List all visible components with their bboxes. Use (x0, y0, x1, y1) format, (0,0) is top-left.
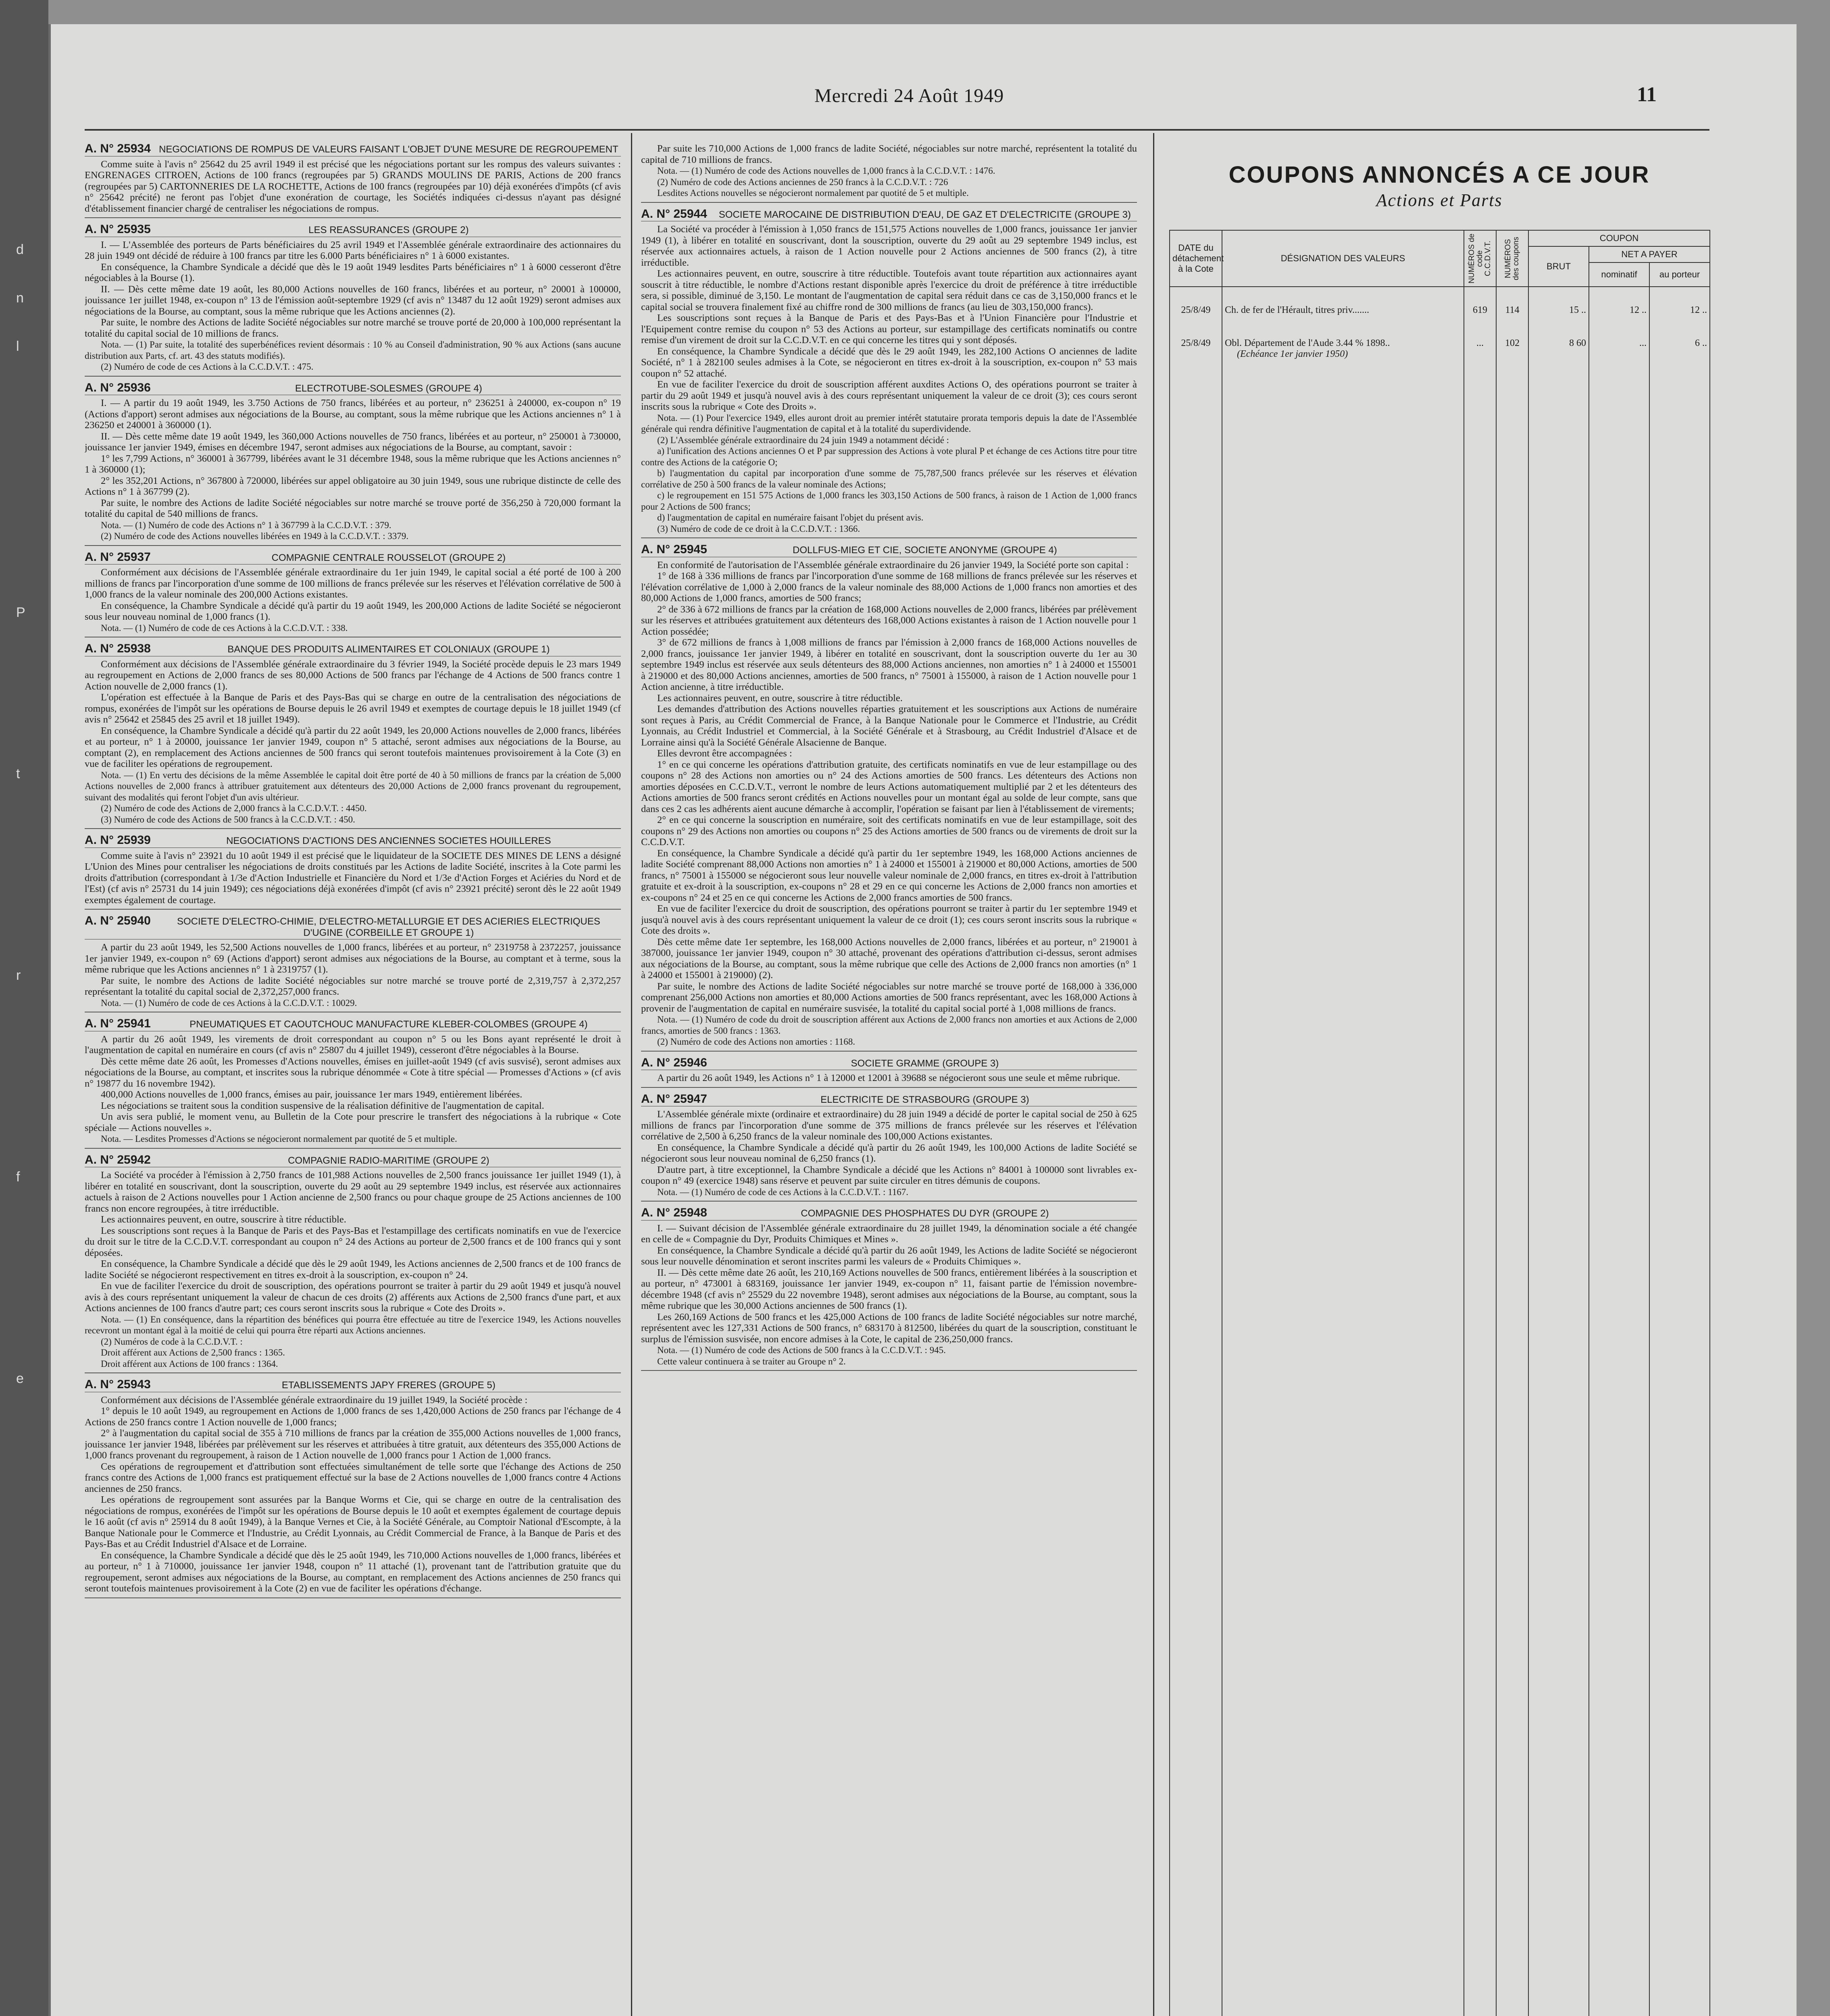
notice-paragraph: En conséquence, la Chambre Syndicale a décidé que dès le 29 août 1949, les 282,100 Actions O anciennes de ladite Société, n° 1 à 282100 seules admises à la Cote, se négocieront en titres ex-droit à la souscription, ex-coupon n° 53 mais coupon n° 52 attaché. (641, 346, 1137, 379)
spine-mark: t (16, 766, 20, 781)
notice-note: Nota. — (1) En conséquence, dans la répartition des bénéfices qui pourra être effectuée au titre de l'exercice 1949, les Actions nouvelles recevront un montant égal à la moitié de celui qui pourra être réparti aux Actions anciennes. (85, 1314, 621, 1335)
notice-title: COMPAGNIE CENTRALE ROUSSELOT (GROUPE 2) (271, 552, 506, 563)
notice-header (85, 1018, 621, 1031)
row-code: 619 (1473, 305, 1487, 315)
header-designation: DÉSIGNATION DES VALEURS (1222, 230, 1464, 287)
notice (85, 1379, 621, 1598)
notice-note: Nota. — (1) Numéro de code des Actions de 500 francs à la C.C.D.V.T. : 945. (657, 1345, 946, 1355)
notice-body (641, 1109, 1137, 1198)
notice-number: A. N° 25945 (641, 543, 707, 556)
spine-mark: d (16, 242, 24, 257)
notice-paragraph: En vue de faciliter l'exercice du droit de souscription, des opérations pourront se traiter à partir du 29 août 1949 et jusqu'à nouvel avis à des cours représentant uniquement la valeur de chacun de ces droits (2) afférents aux Actions de 2,500 francs d'une part, et aux Actions anciennes de 100 francs d'autre part; ces cours seront inscrits sous la rubrique « Cote des Droits ». (85, 1281, 621, 1314)
notice-paragraph: Les souscriptions sont reçues à la Banque de Paris et des Pays-Bas et l'estampillage des certificats nominatifs en vue de l'exercice du droit sur le titre de la C.C.D.V.T. correspondant au coupon n° 24 des Actions au porteur de 2,500 francs et de 100 francs qui y sont déposées. (85, 1225, 621, 1258)
notice-paragraph: Par suite, le nombre des Actions de ladite Société négociables sur notre marché se trouve porté de 20,000 à 100,000 représentant la totalité du capital social de 10 millions de francs. (85, 317, 621, 339)
notice-separator (85, 1372, 621, 1373)
notice-title: ELECTROTUBE-SOLESMES (GROUPE 4) (295, 383, 482, 394)
col-nominatif (1589, 287, 1649, 2016)
notice-separator (85, 1148, 621, 1149)
notice-paragraph: L'Assemblée générale mixte (ordinaire et extraordinaire) du 28 juin 1949 a décidé de porter le capital social de 250 à 625 millions de francs par l'incorporation d'une somme de 375 millions de francs prélevée sur les réserves et l'élévation corrélative de 2,500 à 6,250 francs de la valeur nominale des 100,000 Actions existantes. (641, 1109, 1137, 1142)
col-dates (1170, 287, 1222, 2016)
notice-note: (2) Numéros de code à la C.C.D.V.T. : (101, 1336, 243, 1347)
notice-note: a) l'unification des Actions anciennes O et P par suppression des Actions à vote plural P et échange de ces Actions titre pour titre contre des Actions de la catégorie O; (641, 446, 1137, 467)
notice-paragraph: Les souscriptions sont reçues à la Banque de Paris et des Pays-Bas et à l'Union Financière pour l'Industrie et l'Equipement contre remise du coupon n° 53 des Actions au porteur, sur estampillage des certificats nominatifs ou contre remise d'un virement de droit sur la C.C.D.V.T. en ce qui concerne les titres qui y sont déposés. (641, 312, 1137, 346)
row-porteur: 6 .. (1695, 338, 1707, 348)
notice-paragraph: En vue de faciliter l'exercice du droit de souscription, des opérations pourront se traiter à partir du 1er septembre 1949 et jusqu'à nouvel avis à des cours représentant uniquement la valeur de ce droit (1); ces cours seront inscrits sous la rubrique « Cote des droits ». (641, 903, 1137, 936)
notice-paragraph: Ces opérations de regroupement et d'attribution sont effectuées simultanément de telle sorte que l'échange des Actions de 250 francs contre des Actions de 1,000 francs est pratiquement effectué sur la base de 2 Actions nouvelles de 1,000 francs contre 4 Actions anciennes de 250 francs. (85, 1461, 621, 1494)
notice-number: A. N° 25947 (641, 1092, 707, 1106)
notice (85, 224, 621, 377)
notice-body (641, 1073, 1137, 1084)
row-nominatif: 12 .. (1630, 305, 1647, 315)
notice-paragraph: Conformément aux décisions de l'Assemblée générale extraordinaire du 3 février 1949, la Société procède depuis le 23 mars 1949 au regroupement en Actions de 2,000 francs de ses 80,000 Actions de 500 francs par l'échange de 4 Actions de 500 francs contre 1 Action nouvelle de 2,000 francs (1). (85, 658, 621, 692)
notice-number: A. N° 25943 (85, 1378, 151, 1391)
coupons-subtitle: Actions et Parts (1376, 190, 1503, 210)
row-num: 102 (1505, 338, 1520, 348)
column-rule (1153, 133, 1154, 2016)
notice-separator (641, 1087, 1137, 1088)
notice-paragraph: Par suite, le nombre des Actions de ladite Société négociables sur notre marché se trouve porté de 2,319,757 à 2,372,257 représentant la totalité du capital social de 2,372,257,000 francs. (85, 975, 621, 997)
notice-number: A. N° 25946 (641, 1056, 707, 1069)
notice (85, 915, 621, 1012)
notice-separator (85, 545, 621, 546)
notice-paragraph: A partir du 23 août 1949, les 52,500 Actions nouvelles de 1,000 francs, libérées et au porteur, n° 2319758 à 2372257, jouissance 1er janvier 1949, ex-coupon n° 69 (Actions d'apport) seront admises aux négociations de la Bourse, au comptant et à terme, sous la même rubrique que les Actions anciennes n° 1 à 2319757 (1). (85, 942, 621, 975)
page-date: Mercredi 24 Août 1949 (814, 85, 1004, 106)
notice-paragraph: Dès cette même date 1er septembre, les 168,000 Actions nouvelles de 2,000 francs, libérées et au porteur, n° 219001 à 387000, jouissance 1er janvier 1949, coupon n° 30 attaché, provenant des opérations d'attribution ci-dessus, seront admises aux négociations de la Bourse, au comptant, sous la même rubrique que celle des Actions de 2,000 francs non amorties (n° 1 à 24000 et 155001 à 219000) (2). (641, 936, 1137, 981)
notice-body (85, 1395, 621, 1594)
notice-header (85, 382, 621, 396)
notice-separator (85, 1597, 621, 1598)
notice-paragraph: D'autre part, à titre exceptionnel, la Chambre Syndicale a décidé que les Actions n° 84001 à 100000 sont livrables ex-coupon n° 49 (exercice 1948) sans réserve et peuvent par suite circuler en titres démunis de coupons. (641, 1164, 1137, 1186)
col-codes (1464, 287, 1496, 2016)
col-designations (1222, 287, 1464, 2016)
notice-paragraph: La Société va procéder à l'émission à 1,050 francs de 151,575 Actions nouvelles de 1,000 francs, jouissance 1er janvier 1949 (1), à libérer en totalité en souscrivant, dont la souscription, ouverte du 29 août au 29 septembre 1949 inclus, est réservée aux actionnaires actuels, à raison de 1 Action nouvelle pour 2 Actions anciennes de 500 francs (2), à titre irréductible. (641, 224, 1137, 268)
notice-body (85, 398, 621, 542)
notice-paragraph: La Société va procéder à l'émission à 2,750 francs de 101,988 Actions nouvelles de 2,500 francs jouissance 1er juillet 1949 (1), à libérer en totalité en souscrivant, dont la souscription, ouverte du 29 août au 29 septembre 1949 inclus, est réservée aux actionnaires actuels à raison de 2 Actions nouvelles pour 1 Action ancienne de 2,500 francs ou pour chaque groupe de 25 Actions anciennes de 100 francs non encore regroupées, à titre irréductible. (85, 1170, 621, 1214)
notice-note: (2) L'Assemblée générale extraordinaire du 24 juin 1949 a notamment décidé : (657, 435, 949, 445)
header-nominatif: nominatif (1589, 262, 1649, 287)
notice-paragraph: II. — Dès cette même date 26 août, les 210,169 Actions nouvelles de 500 francs, entièrement libérées à la souscription et au porteur, n° 473001 à 683169, jouissance 1er janvier 1949, ex-coupon n° 11, faisant partie de l'émission novembre-décembre 1948 (cf avis n° 25529 du 22 novembre 1948), seront admises aux négociations de la Bourse, au comptant, sous la même rubrique que les 30,000 Actions anciennes de 500 francs (1). (641, 1267, 1137, 1311)
notice-body (641, 1223, 1137, 1367)
notice (641, 1093, 1137, 1202)
notice-paragraph: Les actionnaires peuvent, en outre, souscrire à titre réductible. Toutefois avant toute répartition aux actionnaires ayant souscrit à titre réductible, le nombre d'Actions restant disponible après l'exercice du droit de préférence à titre irréductible sera, si possible, diminué de 3,150. Le montant de l'augmentation de capital sera réduit dans ce cas de 3,150,000 francs et le capital social se trouvera finalement fixé au chiffre rond de 300 millions de francs (au lieu de 303,150,000 francs). (641, 268, 1137, 312)
row-nominatif: ... (1639, 338, 1647, 348)
notice-header (85, 552, 621, 565)
notice-paragraph: En conséquence, la Chambre Syndicale a décidé que dès le 29 août 1949, les Actions anciennes de 2,500 francs et de 100 francs de ladite Société se négocieront respectivement en titres ex-droit à la souscription, ex-coupon n° 24. (85, 1258, 621, 1281)
row-brut: 15 .. (1569, 305, 1586, 315)
header-coupon: COUPON (1528, 230, 1710, 246)
notice-number: A. N° 25934 (85, 143, 151, 155)
notice-paragraph: Les demandes d'attribution des Actions nouvelles réparties gratuitement et les souscriptions aux Actions de numéraire sont reçues à Paris, au Crédit Commercial de France, à la Banque Nationale pour le Commerce et l'Industrie, au Crédit Lyonnais, au Crédit Industriel et Commercial, à la Société Générale et à Strasbourg, au Crédit Industriel d'Alsace et de Lorraine ainsi qu'à la Société Générale Alsacienne de Banque. (641, 704, 1137, 748)
notice-paragraph: En conséquence, la Chambre Syndicale a décidé qu'à partir du 1er septembre 1949, les 168,000 Actions anciennes de ladite Société comprenant 88,000 Actions non amorties n° 1 à 24000 et 155001 à 219000 et 80,000 Actions, amorties de 500 francs, n° 75001 à 155000 se négocieront sous leur nouvelle valeur nominale de 2,000 francs, en titres ex-droit à l'attribution gratuite et ex-droit à la souscription, ex-coupons n° 28 et 29 en ce qui concerne les Actions de 2,000 francs non amorties et ex-coupons n° 24 et 25 en ce qui concerne les Actions de 2,000 francs amorties de 500 francs. (641, 848, 1137, 903)
notice-paragraph: Les 260,169 Actions de 500 francs et les 425,000 Actions de 100 francs de ladite Société négociables sur notre marché, représentent avec les 127,331 Actions de 500 francs, n° 683170 à 812500, libérées du quart de la souscription, constituant le surplus de l'émission susvisée, non encore admises à la Cote, le capital de 236,250,000 francs. (641, 1311, 1137, 1345)
notice-paragraph: I. — A partir du 19 août 1949, les 3.750 Actions de 750 francs, libérées et au porteur, n° 236251 à 240000, ex-coupon n° 19 (Actions d'apport) seront admises aux négociations de la Bourse, au comptant, sous la même rubrique que les Actions anciennes n° 1 à 236250 et 240001 à 360000 (1). (85, 398, 621, 431)
notice (641, 143, 1137, 203)
notice-paragraph: Comme suite à l'avis n° 25642 du 25 avril 1949 il est précisé que les négociations portant sur les rompus des valeurs suivantes : ENGRENAGES CITROEN, Actions de 100 francs (regroupées par 5) GRANDS MOULINS DE PARIS, Actions de 200 francs (regroupées par 5) CARTONNERIES DE LA ROCHETTE, Actions de 100 francs (regroupées par 10) déjà exonérées d'impôts (cf avis n° 25642 précité) ne feront pas l'objet d'une exonération de courtage, les Sociétés indiquées ci-dessus n'ayant pas désigné d'établissement financier chargé de centraliser les négociations de rompus. (85, 158, 621, 214)
header-code (1464, 230, 1496, 287)
notice-paragraph: Un avis sera publié, le moment venu, au Bulletin de la Cote pour prescrire le transfert des négociations à la rubrique « Cote spéciale — Actions nouvelles ». (85, 1111, 621, 1133)
row-porteur: 12 .. (1690, 305, 1707, 315)
notice-paragraph: En conformité de l'autorisation de l'Assemblée générale extraordinaire du 26 janvier 1949, la Société porte son capital : (657, 559, 1129, 571)
notice-separator (641, 1051, 1137, 1052)
notice-header (641, 208, 1137, 222)
notice-separator (85, 376, 621, 377)
notice-body (641, 224, 1137, 534)
notice-note: Nota. — (1) Numéro de code des Actions nouvelles de 1,000 francs à la C.C.D.V.T. : 1476. (657, 166, 995, 176)
row-designation-note: (Echéance 1er janvier 1950) (1237, 349, 1348, 359)
header-net: NET A PAYER (1589, 246, 1710, 262)
col-brut (1528, 287, 1589, 2016)
notice-note: (2) Numéro de code de ces Actions à la C.C.D.V.T. : 475. (101, 362, 314, 372)
coupons-section (1169, 143, 1709, 2016)
notice-paragraph: I. — L'Assemblée des porteurs de Parts bénéficiaires du 25 avril 1949 et l'Assemblée générale extraordinaire des actionnaires du 28 juin 1949 ont décidé de réduire à 100 francs par titre les 6.000 Parts bénéficiaires n° 1 à 6000 existantes. (85, 239, 621, 261)
notice-title: SOCIETE D'ELECTRO-CHIMIE, D'ELECTRO-METALLURGIE ET DES ACIERIES ELECTRIQUES D'UGINE (CORBEILLE ET GROUPE 1) (177, 916, 600, 938)
notice-paragraph: En conséquence, la Chambre Syndicale a décidé qu'à partir du 26 août 1949, les Actions de ladite Société se négocieront sous leur nouvelle dénomination et seront inscrites parmi les valeurs de « Produits Chimiques ». (641, 1245, 1137, 1267)
notice-title: NEGOCIATIONS D'ACTIONS DES ANCIENNES SOCIETES HOUILLERES (226, 835, 551, 846)
notice-title: ELECTRICITE DE STRASBOURG (GROUPE 3) (820, 1094, 1029, 1105)
notice-paragraph: 1° depuis le 10 août 1949, au regroupement en Actions de 1,000 francs de ses 1,420,000 Actions de 250 francs par l'échange de 4 Actions de 250 francs contre 1 Action nouvelle de 1,000 francs; (85, 1406, 621, 1428)
notice-header (85, 143, 621, 156)
header-brut: BRUT (1528, 246, 1589, 287)
notice-body (85, 659, 621, 825)
notice (85, 382, 621, 546)
notice-body (85, 1034, 621, 1145)
spine-mark: P (16, 605, 25, 620)
notice-paragraph: II. — Dès cette même date 19 août, les 80,000 Actions nouvelles de 160 francs, libérées et au porteur, n° 20001 à 100000, jouissance 1er juillet 1948, ex-coupon n° 13 de l'émission août-septembre 1929 (cf avis n° 13487 du 12 août 1929) seront admises aux négociations de la Bourse, au comptant, sous la même rubrique que les Actions anciennes (2). (85, 283, 621, 317)
row-num: 114 (1505, 305, 1520, 315)
notice-body (85, 240, 621, 373)
notice-separator (85, 909, 621, 910)
row-designation: Obl. Département de l'Aude 3.44 % 1898.. (1225, 338, 1390, 348)
notice-body (641, 143, 1137, 199)
coupons-table (1169, 230, 1710, 2016)
notice-header (641, 1207, 1137, 1220)
notice-note: Nota. — (1) Numéro de code de ces Actions à la C.C.D.V.T. : 1167. (657, 1187, 908, 1197)
notice (85, 1154, 621, 1374)
notice-body (85, 567, 621, 633)
notice-number: A. N° 25948 (641, 1206, 707, 1219)
notice-paragraph: 400,000 Actions nouvelles de 1,000 francs, émises au pair, jouissance 1er mars 1949, entièrement libérées. (101, 1089, 523, 1100)
notice-number: A. N° 25937 (85, 550, 151, 564)
notice-paragraph: Dès cette même date 26 août, les Promesses d'Actions nouvelles, émises en juillet-août 1949 (cf avis susvisé), seront admises aux négociations de la Bourse, au comptant, et inscrites sous la rubrique dénommée « Cote à titre spécial — Promesses d'Actions » (cf avis n° 19877 du 16 novembre 1942). (85, 1056, 621, 1089)
notice-number: A. N° 25935 (85, 223, 151, 236)
notice-title: NEGOCIATIONS DE ROMPUS DE VALEURS FAISANT L'OBJET D'UNE MESURE DE REGROUPEMENT (159, 144, 618, 155)
coupons-title: COUPONS ANNONCÉS A CE JOUR (1228, 162, 1650, 188)
notice (85, 643, 621, 829)
notice-paragraph: Conformément aux décisions de l'Assemblée générale extraordinaire du 19 juillet 1949, la Société procède : (101, 1394, 528, 1406)
notice (85, 835, 621, 910)
notice-note: (2) Numéro de code des Actions nouvelles libérées en 1949 à la C.C.D.V.T. : 3379. (101, 531, 409, 541)
page-number: 11 (1637, 83, 1657, 106)
notice-title: COMPAGNIE RADIO-MARITIME (GROUPE 2) (288, 1155, 489, 1166)
notice (85, 552, 621, 638)
notice-note: Nota. — (1) En vertu des décisions de la même Assemblée le capital doit être porté de 40 à 50 millions de francs par la création de 5,000 Actions nouvelles de 2,000 francs à attribuer gratuitement aux détenteurs des 20,000 Actions de 2,000 francs provenant du regroupement, suivant des modalités qui feront l'objet d'un avis ultérieur. (85, 770, 621, 802)
header-num-coupons (1496, 230, 1528, 287)
notice-header (85, 224, 621, 237)
spine-mark: n (16, 290, 24, 306)
notice-paragraph: L'opération est effectuée à la Banque de Paris et des Pays-Bas qui se charge en outre de la centralisation des négociations de rompus, exonérées de l'impôt sur les opérations de Bourse depuis le 26 avril 1949 et exemptes de courtage depuis le 18 juillet 1949 (cf avis n° 25642 et 25845 des 25 avril et 18 juillet 1949). (85, 692, 621, 725)
notice-separator (641, 1201, 1137, 1202)
notice-header (85, 643, 621, 656)
notice-paragraph: En conséquence, la Chambre Syndicale a décidé que dès le 19 août 1949 lesdites Parts bénéficiaires n° 1 à 6000 cesseront d'être négociables à la Bourse (1). (85, 261, 621, 283)
header-num-coupons-text: NUMÉROS des coupons (1504, 237, 1520, 280)
notice-paragraph: 2° les 352,201 Actions, n° 367800 à 720000, libérées sur appel obligatoire au 30 juin 1949, sous une rubrique distincte de celle des Actions n° 1 à 367799 (2). (85, 475, 621, 497)
notice-separator (85, 828, 621, 829)
notices-column-middle (641, 143, 1137, 1724)
spine-mark: e (16, 1371, 24, 1386)
notice-body (85, 1170, 621, 1369)
row-designation: Ch. de fer de l'Hérault, titres priv....... (1225, 305, 1369, 315)
notice-separator (641, 537, 1137, 538)
notice-paragraph: 2° de 336 à 672 millions de francs par la création de 168,000 Actions nouvelles de 2,000 francs, libérées par prélèvement sur les réserves et attribuées gratuitement aux détenteurs des 168,000 Actions existantes à raison de 1 Action nouvelle pour 1 Action possédée; (641, 604, 1137, 637)
notice-title: BANQUE DES PRODUITS ALIMENTAIRES ET COLONIAUX (GROUPE 1) (227, 644, 550, 655)
notice-title: DOLLFUS-MIEG ET CIE, SOCIETE ANONYME (GROUPE 4) (793, 545, 1057, 556)
notice-body (641, 560, 1137, 1048)
notice (85, 1018, 621, 1149)
spine-mark: f (16, 1169, 20, 1185)
notice-note: (3) Numéro de code de ce droit à la C.C.D.V.T. : 1366. (657, 523, 860, 534)
notice-note: Nota. — (1) Par suite, la totalité des superbénéfices revient désormais : 10 % au Conseil d'administration, 90 % aux Actions (sans aucune distribution aux Parts, cf. art. 43 des statuts modifiés). (85, 339, 621, 361)
notice-paragraph: 1° les 7,799 Actions, n° 360001 à 367799, libérées avant le 31 décembre 1948, sous la même rubrique que les Actions anciennes n° 1 à 360000 (1); (85, 453, 621, 475)
notice-paragraph: 1° en ce qui concerne les opérations d'attribution gratuite, des certificats nominatifs en vue de leur estampillage ou des coupons n° 28 des Actions non amorties ou n° 24 des Actions amorties de 500 francs. Les détenteurs des Actions non amorties déposées en C.C.D.V.T., verront le nombre de leurs Actions automatiquement multiplié par 2 et les détenteurs des Actions amorties de 500 francs seront crédités en Actions nouvelles pour un montant égal au solde de leur compte, sans que dans ces 2 cas les adhérents aient aucune démarche à accomplir, l'opération se faisant par lien à l'établissement de virements; (641, 759, 1137, 814)
notice-title: SOCIETE MAROCAINE DE DISTRIBUTION D'EAU, DE GAZ ET D'ELECTRICITE (GROUPE 3) (718, 209, 1131, 220)
notice-note: c) le regroupement en 151 575 Actions de 1,000 francs les 303,150 Actions de 500 francs, à raison de 1 Action de 1,000 francs pour 2 Actions de 500 francs; (641, 490, 1137, 512)
notice-note: Nota. — (1) Numéro de code de ces Actions à la C.C.D.V.T. : 338. (101, 623, 348, 633)
notice-note: Nota. — (1) Numéro de code des Actions n° 1 à 367799 à la C.C.D.V.T. : 379. (101, 520, 391, 530)
notice-number: A. N° 25939 (85, 833, 151, 847)
notice-body (85, 850, 621, 906)
notice-paragraph: Les négociations se traitent sous la condition suspensive de la réalisation définitive de l'augmentation de capital. (101, 1100, 544, 1111)
header-porteur: au porteur (1649, 262, 1710, 287)
spine-mark: l (16, 339, 19, 354)
notice-number: A. N° 25940 (85, 914, 151, 927)
notice-note: Nota. — (1) Pour l'exercice 1949, elles auront droit au premier intérêt statutaire prorata temporis depuis la date de l'Assemblée générale qui rendra définitive l'augmentation de capital et à la totalité du superdividende. (641, 412, 1137, 434)
notice-title: PNEUMATIQUES ET CAOUTCHOUC MANUFACTURE KLEBER-COLOMBES (GROUPE 4) (189, 1019, 588, 1030)
notice-number: A. N° 25938 (85, 642, 151, 655)
notice-note: Cette valeur continuera à se traiter au Groupe n° 2. (657, 1356, 846, 1366)
notice-paragraph: En conséquence, la Chambre Syndicale a décidé que dès le 25 août 1949, les 710,000 Actions nouvelles de 1,000 francs, libérées et au porteur, n° 1 à 710000, jouissance 1er janvier 1948, coupon n° 11 attaché (1), provenant tant de l'attribution gratuite que du regroupement, seront admises aux négociations de la Bourse, au comptant, en remplacement des Actions anciennes de 250 francs qui seront toutefois maintenues provisoirement à la Cote (2) en vue de faciliter les opérations d'échange. (85, 1549, 621, 1594)
notice-number: A. N° 25941 (85, 1017, 151, 1030)
notice (641, 1207, 1137, 1371)
notice-note: (2) Numéro de code des Actions anciennes de 250 francs à la C.C.D.V.T. : 726 (657, 177, 948, 187)
notice-paragraph: Les opérations de regroupement sont assurées par la Banque Worms et Cie, qui se charge en outre de la centralisation des négociations de rompus, exonérées de l'impôt sur les opérations de Bourse depuis le 10 août et exemptes également de courtage depuis le 16 août (cf avis n° 25914 du 8 août 1949), à la Banque Vernes et Cie, à la Société Générale, au Comptoir National d'Escompte, à la Banque Nationale pour le Commerce et l'Industrie, au Crédit Lyonnais, au Crédit Commercial de France, à la Banque de Paris et des Pays-Bas et au Crédit Industriel d'Alsace et de Lorraine. (85, 1494, 621, 1549)
notice-header (641, 1057, 1137, 1070)
header-code-text: NUMÉROS de code C.C.D.V.T. (1468, 233, 1492, 283)
notice-paragraph: 1° de 168 à 336 millions de francs par l'incorporation d'une somme de 168 millions de francs prélevée sur les réserves et l'élévation corrélative de 1,000 à 2,000 francs de la valeur nominale des 88,000 Actions de 1,000 francs non amorties et des 80,000 Actions de 1,000 francs, amorties de 500 francs; (641, 571, 1137, 604)
notice-paragraph: Les actionnaires peuvent, en outre, souscrire à titre réductible. (101, 1214, 346, 1225)
notice-number: A. N° 25942 (85, 1153, 151, 1166)
column-rule (631, 133, 632, 2016)
notice-note: Droit afférent aux Actions de 100 francs : 1364. (101, 1358, 278, 1369)
page-spine (0, 0, 48, 2016)
row-code: ... (1476, 338, 1484, 348)
notice-paragraph: En conséquence, la Chambre Syndicale a décidé qu'à partir du 26 août 1949, les 100,000 Actions de ladite Société se négocieront sous leur nouveau nominal de 6,250 francs (1). (641, 1142, 1137, 1164)
notice-paragraph: A partir du 26 août 1949, les Actions n° 1 à 12000 et 12001 à 39688 se négocieront sous une seule et même rubrique. (657, 1073, 1120, 1083)
notice (641, 544, 1137, 1052)
notice-note: Lesdites Actions nouvelles se négocieront normalement par quotité de 5 et multiple. (657, 188, 969, 198)
notice-paragraph: Par suite les 710,000 Actions de 1,000 francs de ladite Société, négociables sur notre marché, représentent la totalité du capital de 710 millions de francs. (641, 143, 1137, 165)
notice-note: (2) Numéro de code des Actions de 2,000 francs à la C.C.D.V.T. : 4450. (101, 803, 367, 813)
notice-header (85, 835, 621, 848)
notice-paragraph: Comme suite à l'avis n° 23921 du 10 août 1949 il est précisé que le liquidateur de la SOCIETE DES MINES DE LENS a désigné L'Union des Mines pour centraliser les négociations de droits constitués par les Actions de ladite Société, inscrites à la Cote parmi les droits d'attribution (correspondant à 1/3e d'Action Industrielle et Financière du Nord et 1/3e d'Action Forges et Aciéries du Nord et de l'Est) (cf avis n° 25731 du 14 juin 1949); ces négociations déjà exonérées d'impôt (cf avis n° 23921 précité) seront dès le 22 août 1949 exemptes également de courtage. (85, 850, 621, 906)
coupon-rows (1170, 287, 1710, 2016)
notice-header (85, 1379, 621, 1392)
notice-note: (2) Numéro de code des Actions non amorties : 1168. (657, 1037, 855, 1047)
notice-paragraph: Par suite, le nombre des Actions de ladite Société négociables sur notre marché se trouve porté de 168,000 à 336,000 comprenant 256,000 Actions non amorties et 80,000 Actions amorties de 500 francs représentant, avec les 168,000 Actions à provenir de l'augmentation de capital en numéraire susvisée, la totalité du capital social porté à 1,008 millions de francs. (641, 981, 1137, 1014)
spine-mark: r (16, 968, 21, 983)
notice-body (85, 159, 621, 215)
header-date: DATE du détachement à la Cote (1170, 230, 1222, 287)
notice-separator (641, 1370, 1137, 1371)
row-brut: 8 60 (1569, 338, 1586, 348)
notice-separator (85, 217, 621, 218)
notice-note: Nota. — Lesdites Promesses d'Actions se négocieront normalement par quotité de 5 et multiple. (101, 1134, 457, 1144)
col-nums (1496, 287, 1528, 2016)
notice-paragraph: 2° à l'augmentation du capital social de 355 à 710 millions de francs par la création de 355,000 Actions nouvelles de 1,000 francs, jouissance 1er janvier 1948, libérées par prélèvement sur les réserves et attribuées à titre gratuit, aux détenteurs des 355,000 Actions de 1,000 francs provenant du regroupement, à raison de 1 Action nouvelle de 1,000 francs pour 1 Action de 1,000 francs. (85, 1428, 621, 1461)
notice-header (85, 915, 621, 939)
row-date: 25/8/49 (1181, 338, 1211, 348)
col-porteur (1649, 287, 1710, 2016)
notice-paragraph: En conséquence, la Chambre Syndicale a décidé qu'à partir du 19 août 1949, les 200,000 Actions de ladite Société se négocieront sous leur nouveau nominal de 1,000 francs (1). (85, 600, 621, 622)
notice-paragraph: Elles devront être accompagnées : (657, 748, 792, 759)
notice-paragraph: En conséquence, la Chambre Syndicale a décidé qu'à partir du 22 août 1949, les 20,000 Actions nouvelles de 2,000 francs, libérées et au porteur, n° 1 à 20000, jouissance 1er janvier 1949, coupon n° 5 attaché, seront admises aux négociations de la Bourse, au comptant (2), en remplacement des Actions anciennes de 500 francs qui seront toutefois maintenues provisoirement à la Cote (3) en vue de faciliter les opérations de regroupement. (85, 725, 621, 769)
notice-body (85, 942, 621, 1008)
notice-note: (3) Numéro de code des Actions de 500 francs à la C.C.D.V.T. : 450. (101, 814, 355, 825)
notice-paragraph: 2° en ce qui concerne la souscription en numéraire, soit des certificats nominatifs en vue de leur estampillage, soit des coupons n° 29 des Actions non amorties ou coupons n° 25 des Actions amorties de 500 francs ou de virements de droit sur la C.C.D.V.T. (641, 814, 1137, 848)
notice-paragraph: En vue de faciliter l'exercice du droit de souscription afférent auxdites Actions O, des opérations pourront se traiter à partir du 29 août 1949 et jusqu'à nouvel avis à des cours représentant uniquement la valeur de ce droit (3); ces cours seront inscrits sous la rubrique « Cote des Droits ». (641, 379, 1137, 412)
notice-note: Nota. — (1) Numéro de code du droit de souscription afférent aux Actions de 2,000 francs non amorties et aux Actions de 2,000 francs, amorties de 500 francs : 1363. (641, 1014, 1137, 1036)
notice (85, 143, 621, 218)
notice-paragraph: A partir du 26 août 1949, les virements de droit correspondant au coupon n° 5 ou les Bons ayant représenté le droit à l'augmentation de capital en numéraire en cours (cf avis n° 25807 du 4 juillet 1949), cesseront d'être négociables à la Bourse. (85, 1033, 621, 1056)
notice-number: A. N° 25944 (641, 207, 707, 221)
notice-number: A. N° 25936 (85, 381, 151, 394)
notice-note: b) l'augmentation du capital par incorporation d'une somme de 75,787,500 francs prélevée sur les réserves et élévation corrélative de 250 à 500 francs de la valeur nominale des Actions; (641, 468, 1137, 489)
notice (641, 1057, 1137, 1088)
notice-header (85, 1154, 621, 1168)
notice-title: SOCIETE GRAMME (GROUPE 3) (851, 1058, 999, 1069)
row-date: 25/8/49 (1181, 305, 1211, 315)
notice-title: COMPAGNIE DES PHOSPHATES DU DYR (GROUPE 2) (801, 1208, 1049, 1219)
notice-paragraph: Les actionnaires peuvent, en outre, souscrire à titre réductible. (657, 692, 903, 704)
notice-header (641, 1093, 1137, 1107)
notice-paragraph: Conformément aux décisions de l'Assemblée générale extraordinaire du 1er juin 1949, le capital social a été porté de 100 à 200 millions de francs par l'incorporation d'une somme de 100 millions de francs prélevée sur les réserves et l'élévation corrélative de 500 à 1,000 francs de la valeur nominale des 200,000 Actions existantes. (85, 567, 621, 600)
notice-paragraph: Par suite, le nombre des Actions de ladite Société négociables sur notre marché se trouve porté de 356,250 à 720,000 formant la totalité du capital de 540 millions de francs. (85, 497, 621, 519)
notice-header (641, 544, 1137, 557)
notice-title: ETABLISSEMENTS JAPY FRERES (GROUPE 5) (281, 1380, 495, 1391)
notice-note: d) l'augmentation de capital en numéraire faisant l'objet du présent avis. (657, 512, 924, 523)
notice-paragraph: I. — Suivant décision de l'Assemblée générale extraordinaire du 28 juillet 1949, la dénomination sociale a été changée en celle de « Compagnie du Dyr, Produits Chimiques et Mines ». (641, 1223, 1137, 1245)
notice-separator (641, 202, 1137, 203)
notices-column-left (85, 143, 621, 2016)
notice-note: Nota. — (1) Numéro de code de ces Actions à la C.C.D.V.T. : 10029. (101, 998, 357, 1008)
notice-title: LES REASSURANCES (GROUPE 2) (308, 225, 469, 235)
notice-paragraph: II. — Dès cette même date 19 août 1949, les 360,000 Actions nouvelles de 750 francs, libérées et au porteur, n° 250001 à 730000, jouissance 1er janvier 1949, émises en décembre 1947, seront admises aux négociations de la Bourse, au comptant, savoir : (85, 431, 621, 453)
notice-note: Droit afférent aux Actions de 2,500 francs : 1365. (101, 1347, 285, 1358)
notice-paragraph: 3° de 672 millions de francs à 1,008 millions de francs par l'émission à 2,000 francs de 168,000 Actions nouvelles de 2,000 francs, jouissance 1er janvier 1949, à libérer en totalité en souscrivant, dont la souscription ouverte du 1er au 30 septembre 1949 inclus est réservée aux seuls détenteurs des 88,000 Actions anciennes, non amorties n° 1 à 24000 et 155001 à 219000 et des 80,000 Actions anciennes, amorties de 500 francs, n° 75001 à 155000, à raison de 1 Action nouvelle pour 1 Action ancienne, à titre irréductible. (641, 637, 1137, 692)
header-rule (85, 129, 1709, 131)
notice (641, 208, 1137, 539)
